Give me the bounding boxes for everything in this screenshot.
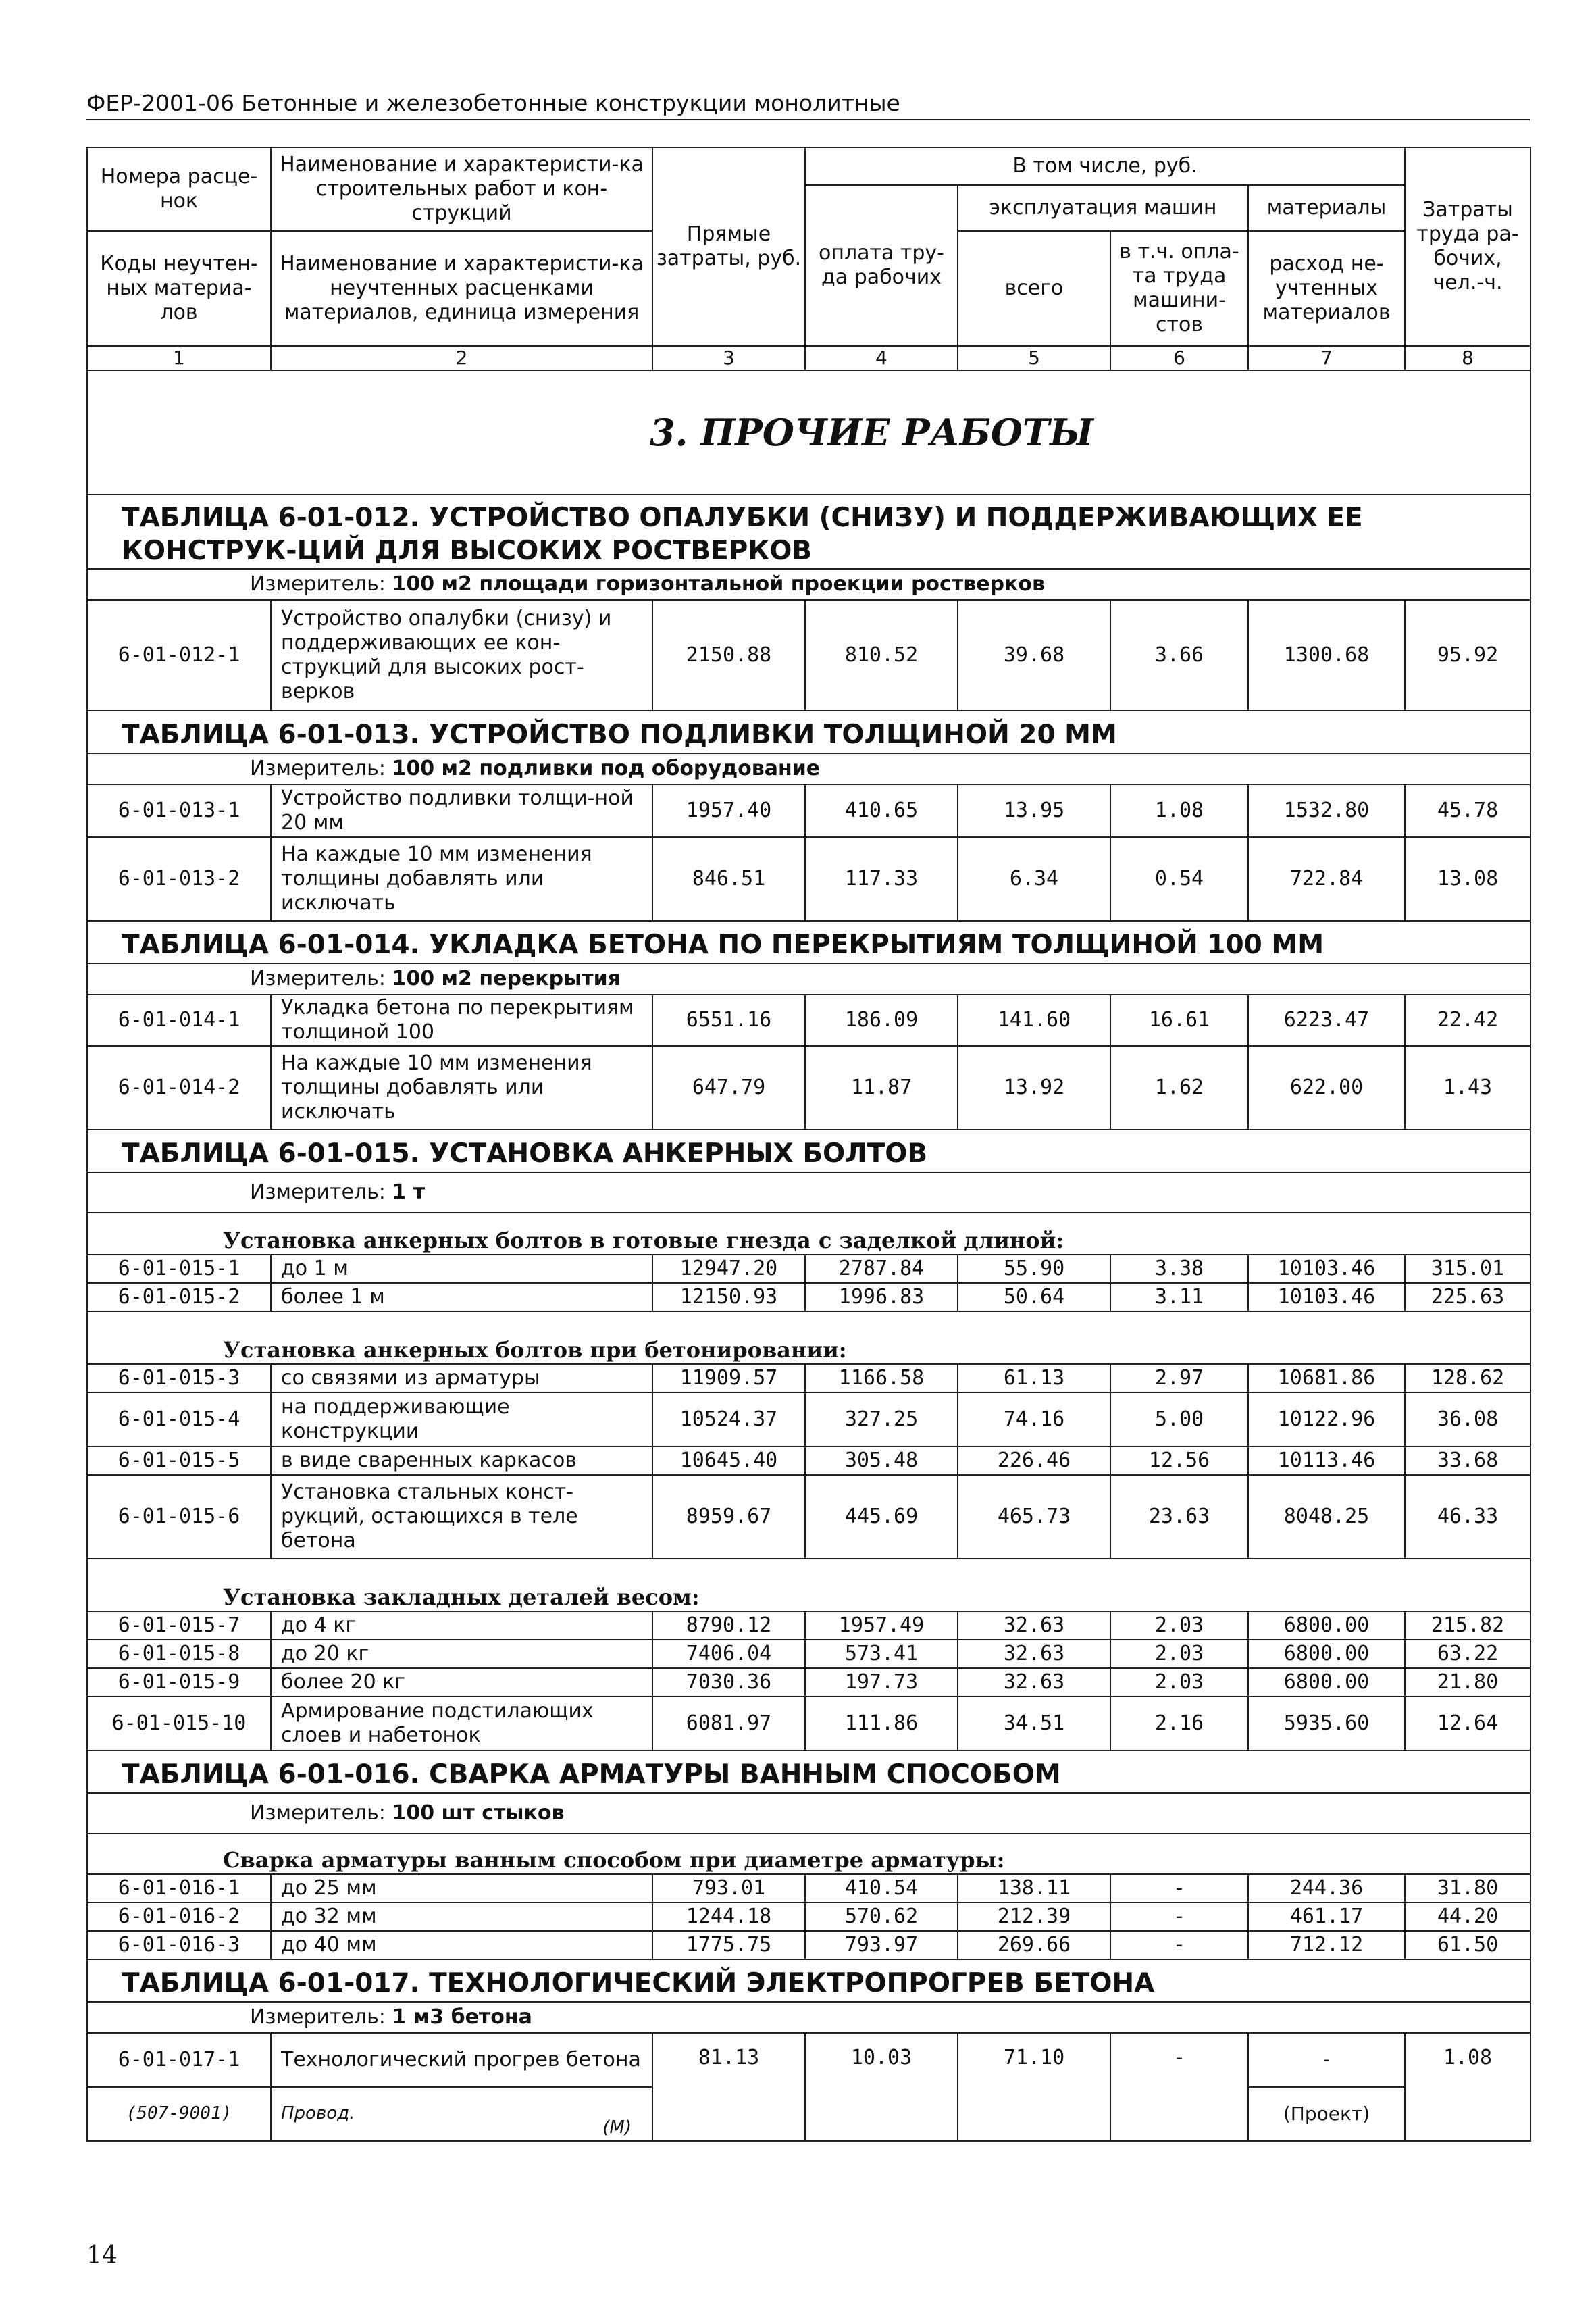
machinists-pay-header: в т.ч. опла-та труда машини-стов — [1110, 231, 1248, 346]
materials: 6800.00 — [1248, 1668, 1405, 1696]
materials: 6800.00 — [1248, 1611, 1405, 1640]
rate-code: 6-01-015-7 — [87, 1611, 271, 1640]
machinists-pay: 1.08 — [1110, 784, 1248, 837]
worker-pay: 410.65 — [805, 784, 958, 837]
running-header: ФЕР-2001-06 Бетонные и железобетонные конструкции монолитные — [86, 90, 900, 116]
table-row — [87, 1392, 1530, 1447]
worker-pay: 327.25 — [805, 1392, 958, 1447]
table-row — [87, 1611, 1530, 1640]
table-row — [87, 1668, 1530, 1696]
direct-costs: 647.79 — [652, 1046, 805, 1130]
meter-label: Измеритель: — [250, 1801, 392, 1825]
table-row — [87, 600, 1530, 711]
group-heading: Сварка арматуры ванным способом при диаметре арматуры: — [87, 1834, 1530, 1874]
materials: 10113.46 — [1248, 1447, 1405, 1475]
machinists-pay: 12.56 — [1110, 1447, 1248, 1475]
worker-pay: 410.54 — [805, 1874, 958, 1903]
col-number: 1 — [87, 346, 271, 370]
machines-total: 55.90 — [958, 1255, 1110, 1283]
direct-costs: 6081.97 — [652, 1696, 805, 1751]
table-row — [87, 1475, 1530, 1559]
worker-pay: 810.52 — [805, 600, 958, 711]
direct-costs: 12150.93 — [652, 1283, 805, 1311]
meter-value: 1 т — [392, 1180, 426, 1204]
section-title: 3. ПРОЧИЕ РАБОТЫ — [87, 370, 1530, 495]
material-unit: (М) — [602, 2117, 632, 2138]
direct-costs: 10645.40 — [652, 1447, 805, 1475]
direct-costs: 8790.12 — [652, 1611, 805, 1640]
machines-total: 465.73 — [958, 1475, 1110, 1559]
header-rule — [86, 119, 1530, 120]
work-name: до 4 кг — [271, 1611, 652, 1640]
labor-hours: 31.80 — [1405, 1874, 1530, 1903]
labor-hours: 225.63 — [1405, 1283, 1530, 1311]
table-row — [87, 1931, 1530, 1959]
direct-costs: 1957.40 — [652, 784, 805, 837]
rate-code: 6-01-015-2 — [87, 1283, 271, 1311]
direct-costs: 1244.18 — [652, 1903, 805, 1931]
labor-hours: 1.43 — [1405, 1046, 1530, 1130]
machinists-pay: - — [1110, 2033, 1248, 2141]
meter-label: Измеритель: — [250, 756, 392, 780]
worker-pay: 793.97 — [805, 1931, 958, 1959]
direct-costs: 10524.37 — [652, 1392, 805, 1447]
machinists-pay: 2.16 — [1110, 1696, 1248, 1751]
header-row-1 — [87, 147, 1530, 185]
materials: 1300.68 — [1248, 600, 1405, 711]
materials: 5935.60 — [1248, 1696, 1405, 1751]
labor-hours: 215.82 — [1405, 1611, 1530, 1640]
direct-costs: 1775.75 — [652, 1931, 805, 1959]
worker-pay: 1166.58 — [805, 1364, 958, 1392]
rate-code: 6-01-015-6 — [87, 1475, 271, 1559]
direct-costs: 8959.67 — [652, 1475, 805, 1559]
rate-code: 6-01-014-1 — [87, 995, 271, 1046]
table-row — [87, 1283, 1530, 1311]
machinists-pay: 23.63 — [1110, 1475, 1248, 1559]
worker-pay: 305.48 — [805, 1447, 958, 1475]
worker-pay: 186.09 — [805, 995, 958, 1046]
worker-pay: 197.73 — [805, 1668, 958, 1696]
col-number: 5 — [958, 346, 1110, 370]
direct-costs: 6551.16 — [652, 995, 805, 1046]
labor-hours: 1.08 — [1405, 2033, 1530, 2141]
direct-costs: 81.13 — [652, 2033, 805, 2141]
rate-code: 6-01-015-9 — [87, 1668, 271, 1696]
table-title: ТАБЛИЦА 6-01-012. УСТРОЙСТВО ОПАЛУБКИ (СНИЗУ) И ПОДДЕРЖИВАЮЩИХ ЕЕ КОНСТРУК-ЦИЙ ДЛЯ ВЫСОКИХ РОСТВЕРКОВ — [87, 495, 1530, 569]
work-name: до 1 м — [271, 1255, 652, 1283]
rate-code: 6-01-016-1 — [87, 1874, 271, 1903]
labor-hours: 44.20 — [1405, 1903, 1530, 1931]
materials-header: материалы — [1248, 185, 1405, 231]
unaccounted-materials-header: расход не-учтенных материалов — [1248, 231, 1405, 346]
work-name: Армирование подстилающих слоев и набетонок — [271, 1696, 652, 1751]
worker-pay: 11.87 — [805, 1046, 958, 1130]
col2-top-header: Наименование и характеристи-ка строительных работ и кон-струкций — [271, 147, 652, 231]
col-number: 6 — [1110, 346, 1248, 370]
machinists-pay: 3.38 — [1110, 1255, 1248, 1283]
direct-costs: 2150.88 — [652, 600, 805, 711]
rate-code: 6-01-015-3 — [87, 1364, 271, 1392]
meter-line — [87, 753, 1530, 784]
labor-hours: 21.80 — [1405, 1668, 1530, 1696]
table-row — [87, 1364, 1530, 1392]
machinists-pay: 2.03 — [1110, 1640, 1248, 1668]
meter-value: 100 м2 перекрытия — [392, 966, 621, 990]
worker-pay: 117.33 — [805, 837, 958, 921]
machinists-pay: - — [1110, 1903, 1248, 1931]
col1-bottom-header: Коды неучтен-ных материа-лов — [87, 231, 271, 346]
machines-total-header: всего — [958, 231, 1110, 346]
labor-hours: 22.42 — [1405, 995, 1530, 1046]
work-name: в виде сваренных каркасов — [271, 1447, 652, 1475]
work-name: На каждые 10 мм изменения толщины добавлять или исключать — [271, 837, 652, 921]
group-heading: Установка анкерных болтов в готовые гнезда с заделкой длиной: — [87, 1213, 1530, 1255]
work-name: Укладка бетона по перекрытиям толщиной 100 — [271, 995, 652, 1046]
work-name: более 1 м — [271, 1283, 652, 1311]
table-row — [87, 1640, 1530, 1668]
materials: 722.84 — [1248, 837, 1405, 921]
worker-pay: 2787.84 — [805, 1255, 958, 1283]
work-name: Устройство опалубки (снизу) и поддерживающих ее кон-струкций для высоких рост-верков — [271, 600, 652, 711]
work-name: Установка стальных конст-рукций, остающихся в теле бетона — [271, 1475, 652, 1559]
group-heading: Установка анкерных болтов при бетонировании: — [87, 1311, 1530, 1364]
table-row — [87, 2033, 1530, 2087]
worker-pay: 111.86 — [805, 1696, 958, 1751]
worker-pay: 570.62 — [805, 1903, 958, 1931]
table-row — [87, 837, 1530, 921]
meter-label: Измеритель: — [250, 1180, 392, 1204]
machines-total: 71.10 — [958, 2033, 1110, 2141]
materials: 244.36 — [1248, 1874, 1405, 1903]
work-name: до 25 мм — [271, 1874, 652, 1903]
labor-hours: 36.08 — [1405, 1392, 1530, 1447]
material-code: (507-9001) — [87, 2087, 271, 2141]
labor-hours: 95.92 — [1405, 600, 1530, 711]
meter-value: 1 м3 бетона — [392, 2005, 532, 2029]
table-row — [87, 1696, 1530, 1751]
section-row — [87, 370, 1530, 495]
table-row — [87, 1255, 1530, 1283]
material-consumption: (Проект) — [1248, 2087, 1405, 2141]
table-title: ТАБЛИЦА 6-01-013. УСТРОЙСТВО ПОДЛИВКИ ТОЛЩИНОЙ 20 ММ — [87, 711, 1530, 753]
worker-pay: 573.41 — [805, 1640, 958, 1668]
machines-total: 226.46 — [958, 1447, 1110, 1475]
table-row — [87, 784, 1530, 837]
materials: 8048.25 — [1248, 1475, 1405, 1559]
rate-code: 6-01-013-1 — [87, 784, 271, 837]
col-number: 8 — [1405, 346, 1530, 370]
meter-value: 100 м2 площади горизонтальной проекции ростверков — [392, 572, 1045, 596]
col-number: 4 — [805, 346, 958, 370]
machines-total: 6.34 — [958, 837, 1110, 921]
materials: 6223.47 — [1248, 995, 1405, 1046]
machinists-pay: - — [1110, 1931, 1248, 1959]
rate-code: 6-01-015-10 — [87, 1696, 271, 1751]
labor-hours: 12.64 — [1405, 1696, 1530, 1751]
machines-total: 32.63 — [958, 1668, 1110, 1696]
including-header: В том числе, руб. — [805, 147, 1405, 185]
rate-code: 6-01-013-2 — [87, 837, 271, 921]
machinists-pay: 5.00 — [1110, 1392, 1248, 1447]
material-name: Провод. — [281, 2103, 355, 2123]
machines-header: эксплуатация машин — [958, 185, 1248, 231]
meter-label: Измеритель: — [250, 966, 392, 990]
materials: 622.00 — [1248, 1046, 1405, 1130]
col-number: 2 — [271, 346, 652, 370]
machines-total: 34.51 — [958, 1696, 1110, 1751]
work-name: до 32 мм — [271, 1903, 652, 1931]
materials: - — [1248, 2033, 1405, 2087]
machinists-pay: 2.03 — [1110, 1611, 1248, 1640]
table-row — [87, 995, 1530, 1046]
rate-code: 6-01-015-5 — [87, 1447, 271, 1475]
machinists-pay: 16.61 — [1110, 995, 1248, 1046]
meter-label: Измеритель: — [250, 2005, 392, 2029]
meter-line — [87, 1793, 1530, 1834]
machines-total: 61.13 — [958, 1364, 1110, 1392]
labor-hours: 315.01 — [1405, 1255, 1530, 1283]
col1-top-header: Номера расце-нок — [87, 147, 271, 231]
col-number: 3 — [652, 346, 805, 370]
machinists-pay: 3.66 — [1110, 600, 1248, 711]
materials: 10103.46 — [1248, 1255, 1405, 1283]
rate-code: 6-01-015-1 — [87, 1255, 271, 1283]
work-name: на поддерживающие конструкции — [271, 1392, 652, 1447]
work-name: до 40 мм — [271, 1931, 652, 1959]
work-name: до 20 кг — [271, 1640, 652, 1668]
materials: 461.17 — [1248, 1903, 1405, 1931]
direct-costs: 846.51 — [652, 837, 805, 921]
table-title: ТАБЛИЦА 6-01-014. УКЛАДКА БЕТОНА ПО ПЕРЕКРЫТИЯМ ТОЛЩИНОЙ 100 ММ — [87, 921, 1530, 963]
worker-pay: 1957.49 — [805, 1611, 958, 1640]
rate-code: 6-01-016-2 — [87, 1903, 271, 1931]
meter-value: 100 шт стыков — [392, 1801, 565, 1825]
direct-costs-header: Прямые затраты, руб. — [652, 147, 805, 346]
rate-code: 6-01-012-1 — [87, 600, 271, 711]
materials: 712.12 — [1248, 1931, 1405, 1959]
table-row — [87, 1046, 1530, 1130]
rate-code: 6-01-014-2 — [87, 1046, 271, 1130]
machines-total: 13.92 — [958, 1046, 1110, 1130]
machines-total: 138.11 — [958, 1874, 1110, 1903]
rate-code: 6-01-015-8 — [87, 1640, 271, 1668]
machines-total: 32.63 — [958, 1640, 1110, 1668]
machinists-pay: 0.54 — [1110, 837, 1248, 921]
worker-pay-header: оплата тру-да рабочих — [805, 185, 958, 346]
meter-label: Измеритель: — [250, 572, 392, 596]
materials: 10122.96 — [1248, 1392, 1405, 1447]
machines-total: 141.60 — [958, 995, 1110, 1046]
machinists-pay: 1.62 — [1110, 1046, 1248, 1130]
worker-pay: 10.03 — [805, 2033, 958, 2141]
machines-total: 32.63 — [958, 1611, 1110, 1640]
rate-code: 6-01-015-4 — [87, 1392, 271, 1447]
table-row — [87, 1447, 1530, 1475]
table-title: ТАБЛИЦА 6-01-016. СВАРКА АРМАТУРЫ ВАННЫМ СПОСОБОМ — [87, 1751, 1530, 1793]
machinists-pay: 2.03 — [1110, 1668, 1248, 1696]
materials: 6800.00 — [1248, 1640, 1405, 1668]
labor-hours: 13.08 — [1405, 837, 1530, 921]
materials: 1532.80 — [1248, 784, 1405, 837]
machines-total: 39.68 — [958, 600, 1110, 711]
machines-total: 74.16 — [958, 1392, 1110, 1447]
column-numbers-row — [87, 346, 1530, 370]
col-number: 7 — [1248, 346, 1405, 370]
labor-hours: 45.78 — [1405, 784, 1530, 837]
col2-bottom-header: Наименование и характеристи-ка неучтенных расценками материалов, единица измерения — [271, 231, 652, 346]
labor-hours: 128.62 — [1405, 1364, 1530, 1392]
machinists-pay: 2.97 — [1110, 1364, 1248, 1392]
meter-line — [87, 2002, 1530, 2033]
materials: 10681.86 — [1248, 1364, 1405, 1392]
page-number: 14 — [86, 2242, 118, 2269]
labor-hours: 46.33 — [1405, 1475, 1530, 1559]
meter-line — [87, 963, 1530, 995]
rate-code: 6-01-017-1 — [87, 2033, 271, 2087]
machines-total: 212.39 — [958, 1903, 1110, 1931]
direct-costs: 7406.04 — [652, 1640, 805, 1668]
labor-hours: 63.22 — [1405, 1640, 1530, 1668]
table-title: ТАБЛИЦА 6-01-017. ТЕХНОЛОГИЧЕСКИЙ ЭЛЕКТРОПРОГРЕВ БЕТОНА — [87, 1959, 1530, 2002]
work-name: Устройство подливки толщи-ной 20 мм — [271, 784, 652, 837]
machines-total: 13.95 — [958, 784, 1110, 837]
labor-costs-header: Затраты труда ра-бочих, чел.-ч. — [1405, 147, 1530, 346]
labor-hours: 61.50 — [1405, 1931, 1530, 1959]
work-name: Технологический прогрев бетона — [271, 2033, 652, 2087]
direct-costs: 11909.57 — [652, 1364, 805, 1392]
machinists-pay: 3.11 — [1110, 1283, 1248, 1311]
rate-code: 6-01-016-3 — [87, 1931, 271, 1959]
work-name: На каждые 10 мм изменения толщины добавлять или исключать — [271, 1046, 652, 1130]
material-name-cell — [271, 2087, 652, 2141]
meter-line — [87, 1172, 1530, 1213]
direct-costs: 793.01 — [652, 1874, 805, 1903]
table-row — [87, 1874, 1530, 1903]
work-name: более 20 кг — [271, 1668, 652, 1696]
direct-costs: 12947.20 — [652, 1255, 805, 1283]
meter-value: 100 м2 подливки под оборудование — [392, 756, 821, 780]
worker-pay: 1996.83 — [805, 1283, 958, 1311]
work-name: со связями из арматуры — [271, 1364, 652, 1392]
group-heading: Установка закладных деталей весом: — [87, 1559, 1530, 1611]
meter-line — [87, 569, 1530, 600]
machines-total: 50.64 — [958, 1283, 1110, 1311]
direct-costs: 7030.36 — [652, 1668, 805, 1696]
machines-total: 269.66 — [958, 1931, 1110, 1959]
table-row — [87, 1903, 1530, 1931]
machinists-pay: - — [1110, 1874, 1248, 1903]
materials: 10103.46 — [1248, 1283, 1405, 1311]
table-title: ТАБЛИЦА 6-01-015. УСТАНОВКА АНКЕРНЫХ БОЛТОВ — [87, 1130, 1530, 1172]
labor-hours: 33.68 — [1405, 1447, 1530, 1475]
price-table — [86, 147, 1531, 2142]
worker-pay: 445.69 — [805, 1475, 958, 1559]
